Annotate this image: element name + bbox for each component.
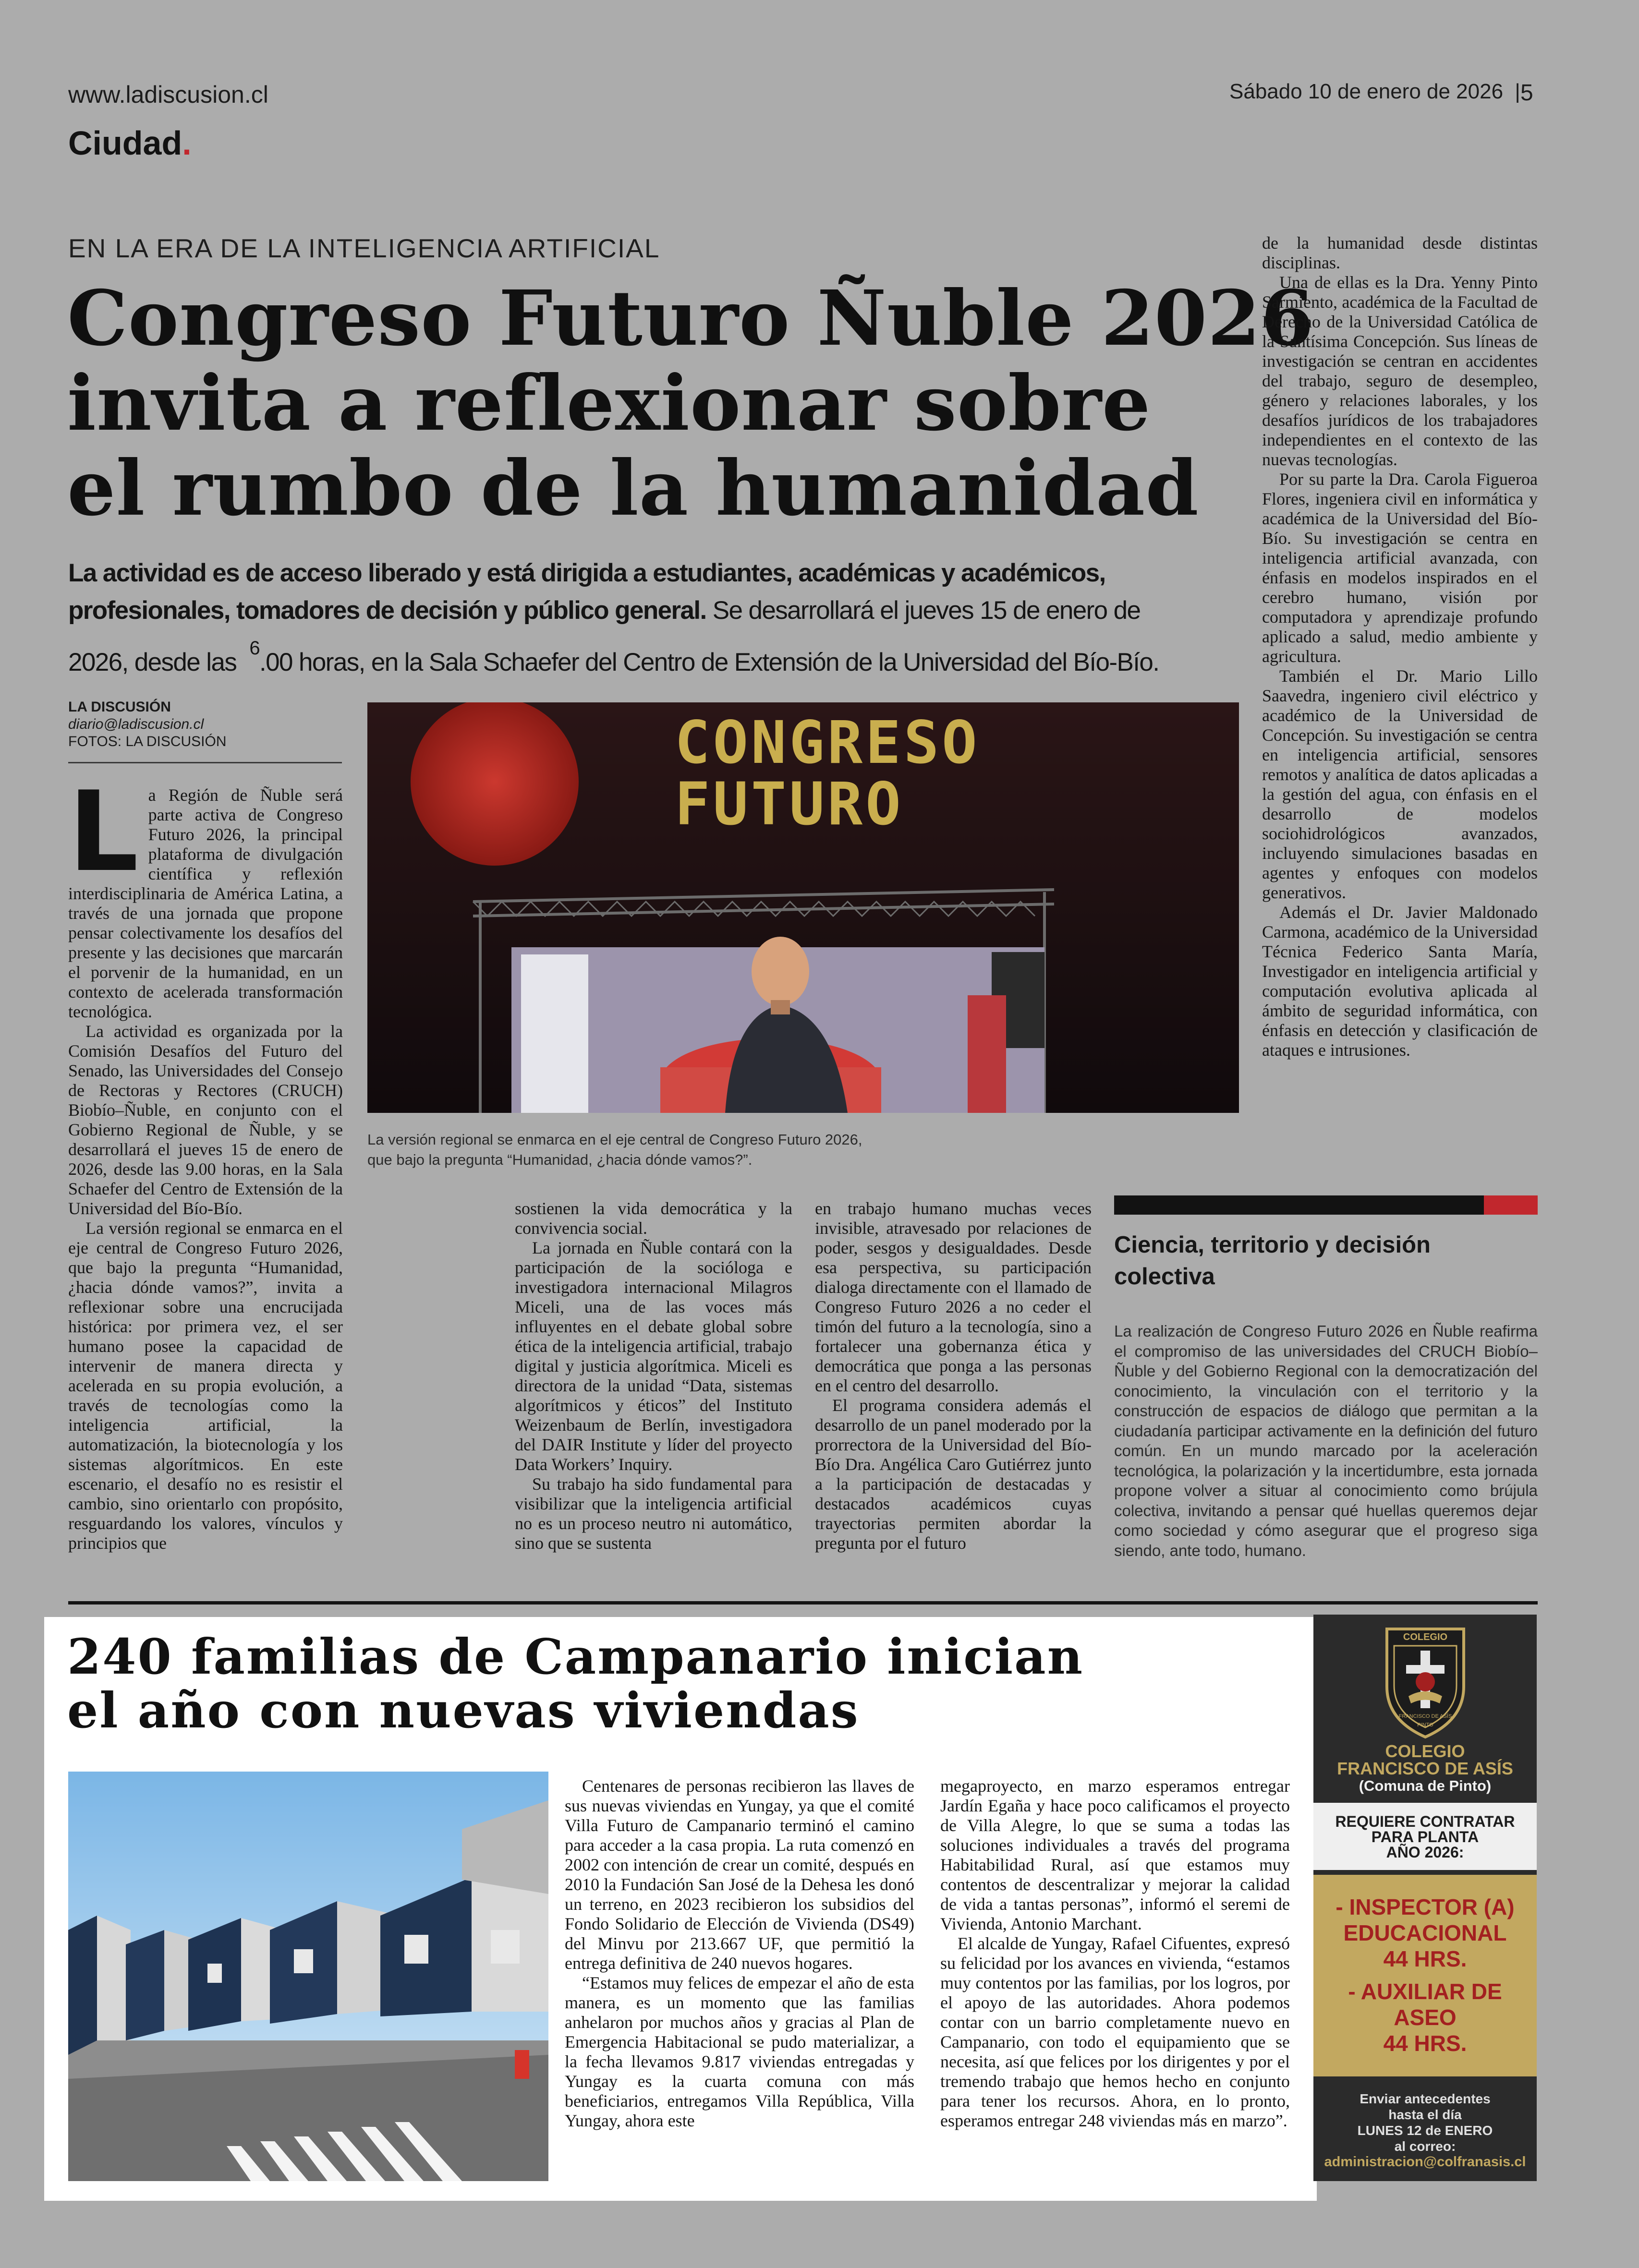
school-comuna: (Comuna de Pinto) bbox=[1359, 1777, 1492, 1794]
right-paragraph-2: Por su parte la Dra. Carola Figueroa Flores, ingeniera civil en informática y académica de la Universidad del Bío-Bío. Su investigación se centra en inteligencia artificial avanzada, con énfasis en modelos inspirados en el cerebro humano, visión por computadora y aprendizaje profundo aplicado a salud, medio ambiente y agricultura. bbox=[1262, 470, 1538, 666]
job-1-line-3: 44 HRS. bbox=[1383, 1946, 1467, 1971]
job-1-line-2: EDUCACIONAL bbox=[1343, 1920, 1507, 1945]
right-paragraph-4: Además el Dr. Javier Maldonado Carmona, académico de la Universidad Técnica Federico Santa María, Investigador en inteligencia artificial y computación evolutiva aplicada al ámbito de seguridad informática, con énfasis en detección y clasificación de ataques e intrusiones. bbox=[1262, 903, 1538, 1060]
column-2-paragraph-1: sostienen la vida democrática y la convivencia social. bbox=[515, 1199, 792, 1238]
send-line-2: hasta el día bbox=[1388, 2107, 1462, 2122]
housing-column-2 bbox=[940, 1776, 1290, 2189]
byline-photos: FOTOS: LA DISCUSIÓN bbox=[68, 734, 227, 749]
article-column-2 bbox=[515, 1199, 792, 1592]
crest-place: PINTO bbox=[1417, 1722, 1433, 1728]
right-paragraph-3: También el Dr. Mario Lillo Saavedra, ingeniero civil eléctrico y académico de la Universidad de Concepción. Su investigación se centra en inteligencia artificial, sensores remotos y analítica de datos aplicadas a la gestión del agua, con énfasis en el desarrollo de modelos sociohidrológicos avanzados, incluyendo simulaciones basadas en agentes y enfoques con modelos generativos. bbox=[1262, 666, 1538, 902]
event-photo bbox=[367, 702, 1239, 1113]
page-number: 5 bbox=[1520, 80, 1533, 106]
school-name-line-2: FRANCISCO DE ASÍS bbox=[1337, 1759, 1513, 1778]
job-2-line-2: ASEO bbox=[1394, 2005, 1457, 2030]
sidebar-rule bbox=[1114, 1195, 1484, 1215]
housing-paragraph-2: “Estamos muy felices de empezar el año de esta manera, es un momento que las familias anhelaron por muchos años y gracias al Plan de Emergencia Habitacional se pudo materializar, a la fecha llevamos 9.817 viviendas entregadas y Yungay es la cuarta comuna con más beneficiarios, entregamos Villa República, Villa Yungay, ahora este bbox=[565, 1973, 914, 2130]
ad-email[interactable]: administracion@colfranasis.cl bbox=[1324, 2154, 1526, 2170]
send-line-4: al correo: bbox=[1394, 2139, 1456, 2154]
lead-bold-1: La actividad es de acceso liberado y está dirigida a estudiantes, académicas y académicos, bbox=[68, 559, 1105, 587]
section-title[interactable] bbox=[68, 124, 192, 162]
byline-name: LA DISCUSIÓN bbox=[68, 699, 171, 715]
photo-caption bbox=[367, 1130, 862, 1170]
article-right-column bbox=[1262, 233, 1538, 1160]
article-column-1 bbox=[68, 785, 343, 1592]
article-column-3 bbox=[815, 1199, 1092, 1592]
ad-requires-text bbox=[1313, 1814, 1537, 1860]
lead-text-1: Se desarrollará el jueves 15 de enero de bbox=[706, 596, 1141, 625]
column-1-first-paragraph: a Región de Ñuble será parte activa de Congreso Futuro 2026, la principal plataforma de divulgación científica y reflexión interdisciplinaria de América Latina, a través de una jornada que propone pensar colectivamente los desafíos del presente y las decisiones que marcarán el porvenir de la humanidad, en un contexto de acelerada transformación tecnológica. bbox=[68, 785, 343, 1021]
article-kicker: EN LA ERA DE LA INTELIGENCIA ARTIFICIAL bbox=[68, 233, 660, 263]
requires-line-2: PARA PLANTA bbox=[1371, 1828, 1479, 1846]
sidebar-title-line-1: Ciencia, territorio y decisión bbox=[1114, 1232, 1431, 1258]
housing-paragraph-4: El alcalde de Yungay, Rafael Cifuentes, expresó su felicidad por los avances en vivienda, “estamos muy contentos por las familias, por los logros, por el apoyo de las autoridades. Ahora podemos contar con un barrio completamente nuevo en Campanario, con todo el equipamiento que se necesita, así que felices por los dirigentes y por el tremendo trabajo que hemos hecho en conjunto para tener los recursos. Ahora, en lo pronto, esperamos entregar 248 viviendas más en marzo”. bbox=[940, 1934, 1290, 2130]
ad-contact bbox=[1313, 2091, 1537, 2170]
requires-line-3: AÑO 2026: bbox=[1386, 1844, 1464, 1861]
issue-date bbox=[1229, 80, 1520, 104]
sidebar-title bbox=[1114, 1229, 1431, 1292]
screen-text bbox=[675, 709, 980, 838]
crest-motto: FRANCISCO DE ASÍS bbox=[1398, 1713, 1452, 1719]
sidebar-title-line-2: colectiva bbox=[1114, 1264, 1215, 1290]
date-separator: | bbox=[1515, 80, 1520, 103]
requires-line-1: REQUIERE CONTRATAR bbox=[1335, 1813, 1515, 1830]
headline-line-3: el rumbo de la humanidad bbox=[67, 444, 1199, 533]
caption-line-1: La versión regional se enmarca en el eje central de Congreso Futuro 2026, bbox=[367, 1131, 862, 1148]
job-2-line-1: - AUXILIAR DE bbox=[1348, 1979, 1502, 2004]
article-divider bbox=[68, 1601, 1538, 1604]
headline-line-1: Congreso Futuro Ñuble 2026 bbox=[67, 274, 1314, 363]
article-lead bbox=[68, 555, 1240, 681]
lead-bold-2: profesionales, tomadores de decisión y público general. bbox=[68, 596, 706, 625]
column-1-paragraph-3: La versión regional se enmarca en el eje central de Congreso Futuro 2026, que bajo la pregunta “Humanidad, ¿hacia dónde vamos?”, invita a reflexionar sobre una encrucijada histórica: por primera vez, el ser humano posee la capacidad de intervenir de manera directa y acelerada en su propia evolución, a través de tecnologías como la inteligencia artificial, la automatización, la biotecnología y los sistemas algorítmicos. En este escenario, el desafío no es resistir el cambio, sino orientarlo con propósito, resguardando los valores, vínculos y principios que bbox=[68, 1218, 343, 1553]
headline-line-2: invita a reflexionar sobre bbox=[67, 359, 1151, 448]
byline-divider bbox=[68, 762, 342, 763]
school-name bbox=[1313, 1743, 1537, 1795]
column-2-paragraph-2: La jornada en Ñuble contará con la participación de la socióloga e investigadora internacional Milagros Miceli, una de las voces más influyentes en el debate global sobre ética de la inteligencia artificial, trabajo digital y justicia algorítmica. Miceli es directora de la unidad “Data, sistemas algorítmicos y éticos” del Instituto Weizenbaum de Berlín, investigadora del DAIR Institute y líder del proyecto Data Workers’ Inquiry. bbox=[515, 1238, 792, 1474]
ad-jobs-text bbox=[1313, 1894, 1537, 2056]
send-line-3: LUNES 12 de ENERO bbox=[1357, 2123, 1493, 2138]
column-1-paragraph-2: La actividad es organizada por la Comisión Desafíos del Futuro del Senado, las Universidades del Consejo de Rectoras y Rectores (CRUCH) Biobío–Ñuble, en conjunto con el Gobierno Regional de Ñuble, y se desarrollará el jueves 15 de enero de 2026, desde las 9.00 horas, en la Sala Schaefer del Centro de Extensión de la Universidad del Bío-Bío. bbox=[68, 1022, 343, 1218]
sidebar-rule-red bbox=[1484, 1195, 1538, 1215]
job-2-line-3: 44 HRS. bbox=[1383, 2031, 1467, 2056]
section-name: Ciudad bbox=[68, 124, 182, 162]
housing-column-1 bbox=[565, 1776, 914, 2189]
date-text: Sábado 10 de enero de 2026 bbox=[1229, 80, 1504, 103]
school-name-line-1: COLEGIO bbox=[1385, 1741, 1465, 1761]
site-url[interactable]: www.ladiscusion.cl bbox=[68, 81, 268, 108]
column-2-paragraph-3: Su trabajo ha sido fundamental para visibilizar que la inteligencia artificial no es un proceso neutro ni automático, sino que se sustenta bbox=[515, 1474, 792, 1553]
screen-line-1: CONGRESO bbox=[675, 709, 980, 777]
housing-headline-line-1: 240 familias de Campanario inician bbox=[67, 1628, 1084, 1685]
housing-paragraph-3: megaproyecto, en marzo esperamos entregar Jardín Egaña y hace poco calificamos el proyecto de Villa Alegre, lo que se suma a todas las soluciones individuales a través del programa Habitabilidad Rural, así que estamos muy contentos de descentralizar y mejorar la calidad de vida a tantas personas”, informó el seremi de Vivienda, Antonio Marchant. bbox=[940, 1776, 1290, 1933]
job-1-line-1: - INSPECTOR (A) bbox=[1335, 1894, 1515, 1919]
byline-email[interactable]: diario@ladiscusion.cl bbox=[68, 716, 204, 732]
housing-paragraph-1: Centenares de personas recibieron las llaves de sus nuevas viviendas en Yungay, ya que el comité Villa Futuro de Campanario terminó el camino para acceder a la casa propia. La ruta comenzó en 2002 con intención de crear un comité, después en 2010 la Fundación San José de la Dehesa les donó un terreno, en 2023 recibieron los subsidios del Fondo Solidario de Elección de Vivienda (DS49) del Minvu por 213.667 UF, que permitió la entrega definitiva de 240 nuevos hogares. bbox=[565, 1776, 914, 1973]
screen-line-2: FUTURO bbox=[675, 770, 904, 838]
housing-headline bbox=[67, 1630, 1084, 1737]
lead-text-3: .00 horas, en la Sala Schaefer del Centro de Extensión de la Universidad del Bío-Bío. bbox=[259, 648, 1159, 676]
drop-cap: L bbox=[68, 785, 139, 896]
section-dot: . bbox=[182, 124, 192, 162]
right-paragraph-0: de la humanidad desde distintas disciplinas. bbox=[1262, 233, 1538, 272]
right-paragraph-1: Una de ellas es la Dra. Yenny Pinto Sarmiento, académica de la Facultad de Derecho de la Universidad Católica de la Santísima Concepción. Sus líneas de investigación se centran en accidentes del trabajo, seguro de desempleo, género y relaciones laborales, y los desafíos jurídicos de los trabajadores independientes en el contexto de las nuevas tecnologías. bbox=[1262, 273, 1538, 469]
article-headline bbox=[67, 276, 1314, 531]
lead-text-2: 2026, desde las bbox=[68, 648, 243, 676]
column-3-paragraph-2: El programa considera además el desarrollo de un panel moderado por la prorrectora de la Universidad del Bío-Bío Dra. Angélica Caro Gutiérrez junto a la participación de destacadas y destacados académicos cuyas trayectorias permiten abordar la pregunta por el futuro bbox=[815, 1396, 1092, 1553]
housing-headline-line-2: el año con nuevas viviendas bbox=[67, 1682, 860, 1739]
crest-top-text: COLEGIO bbox=[1403, 1632, 1448, 1642]
byline bbox=[68, 699, 227, 750]
housing-photo bbox=[68, 1772, 548, 2181]
school-crest bbox=[1377, 1624, 1473, 1739]
lead-superscript: 6 bbox=[249, 638, 260, 659]
send-line-1: Enviar antecedentes bbox=[1360, 2091, 1491, 2106]
caption-line-2: que bajo la pregunta “Humanidad, ¿hacia dónde vamos?”. bbox=[367, 1151, 753, 1168]
sidebar-text: La realización de Congreso Futuro 2026 en Ñuble reafirma el compromiso de las universidades del CRUCH Biobío–Ñuble y del Gobierno Regional con la democratización del conocimiento, la vinculación con el territorio y la construcción de espacios de diálogo que permitan a la ciudadanía participar activamente en la definición del futuro común. En un mundo marcado por la aceleración tecnológica, la polarización y la incertidumbre, esta jornada propone volver a situar al conocimiento como brújula colectiva, invitando a pensar qué huellas queremos dejar como sociedad y cómo asegurar que el progreso siga siendo, ante todo, humano. bbox=[1114, 1322, 1538, 1559]
column-3-paragraph-1: en trabajo humano muchas veces invisible, atravesado por relaciones de poder, sesgos y desigualdades. Desde esa perspectiva, su participación dialoga directamente con el llamado de Congreso Futuro 2026 a no ceder el timón del futuro a la tecnología, sino a fortalecer una gobernanza ética y democrática que ponga a las personas en el centro del desarrollo. bbox=[815, 1199, 1092, 1395]
